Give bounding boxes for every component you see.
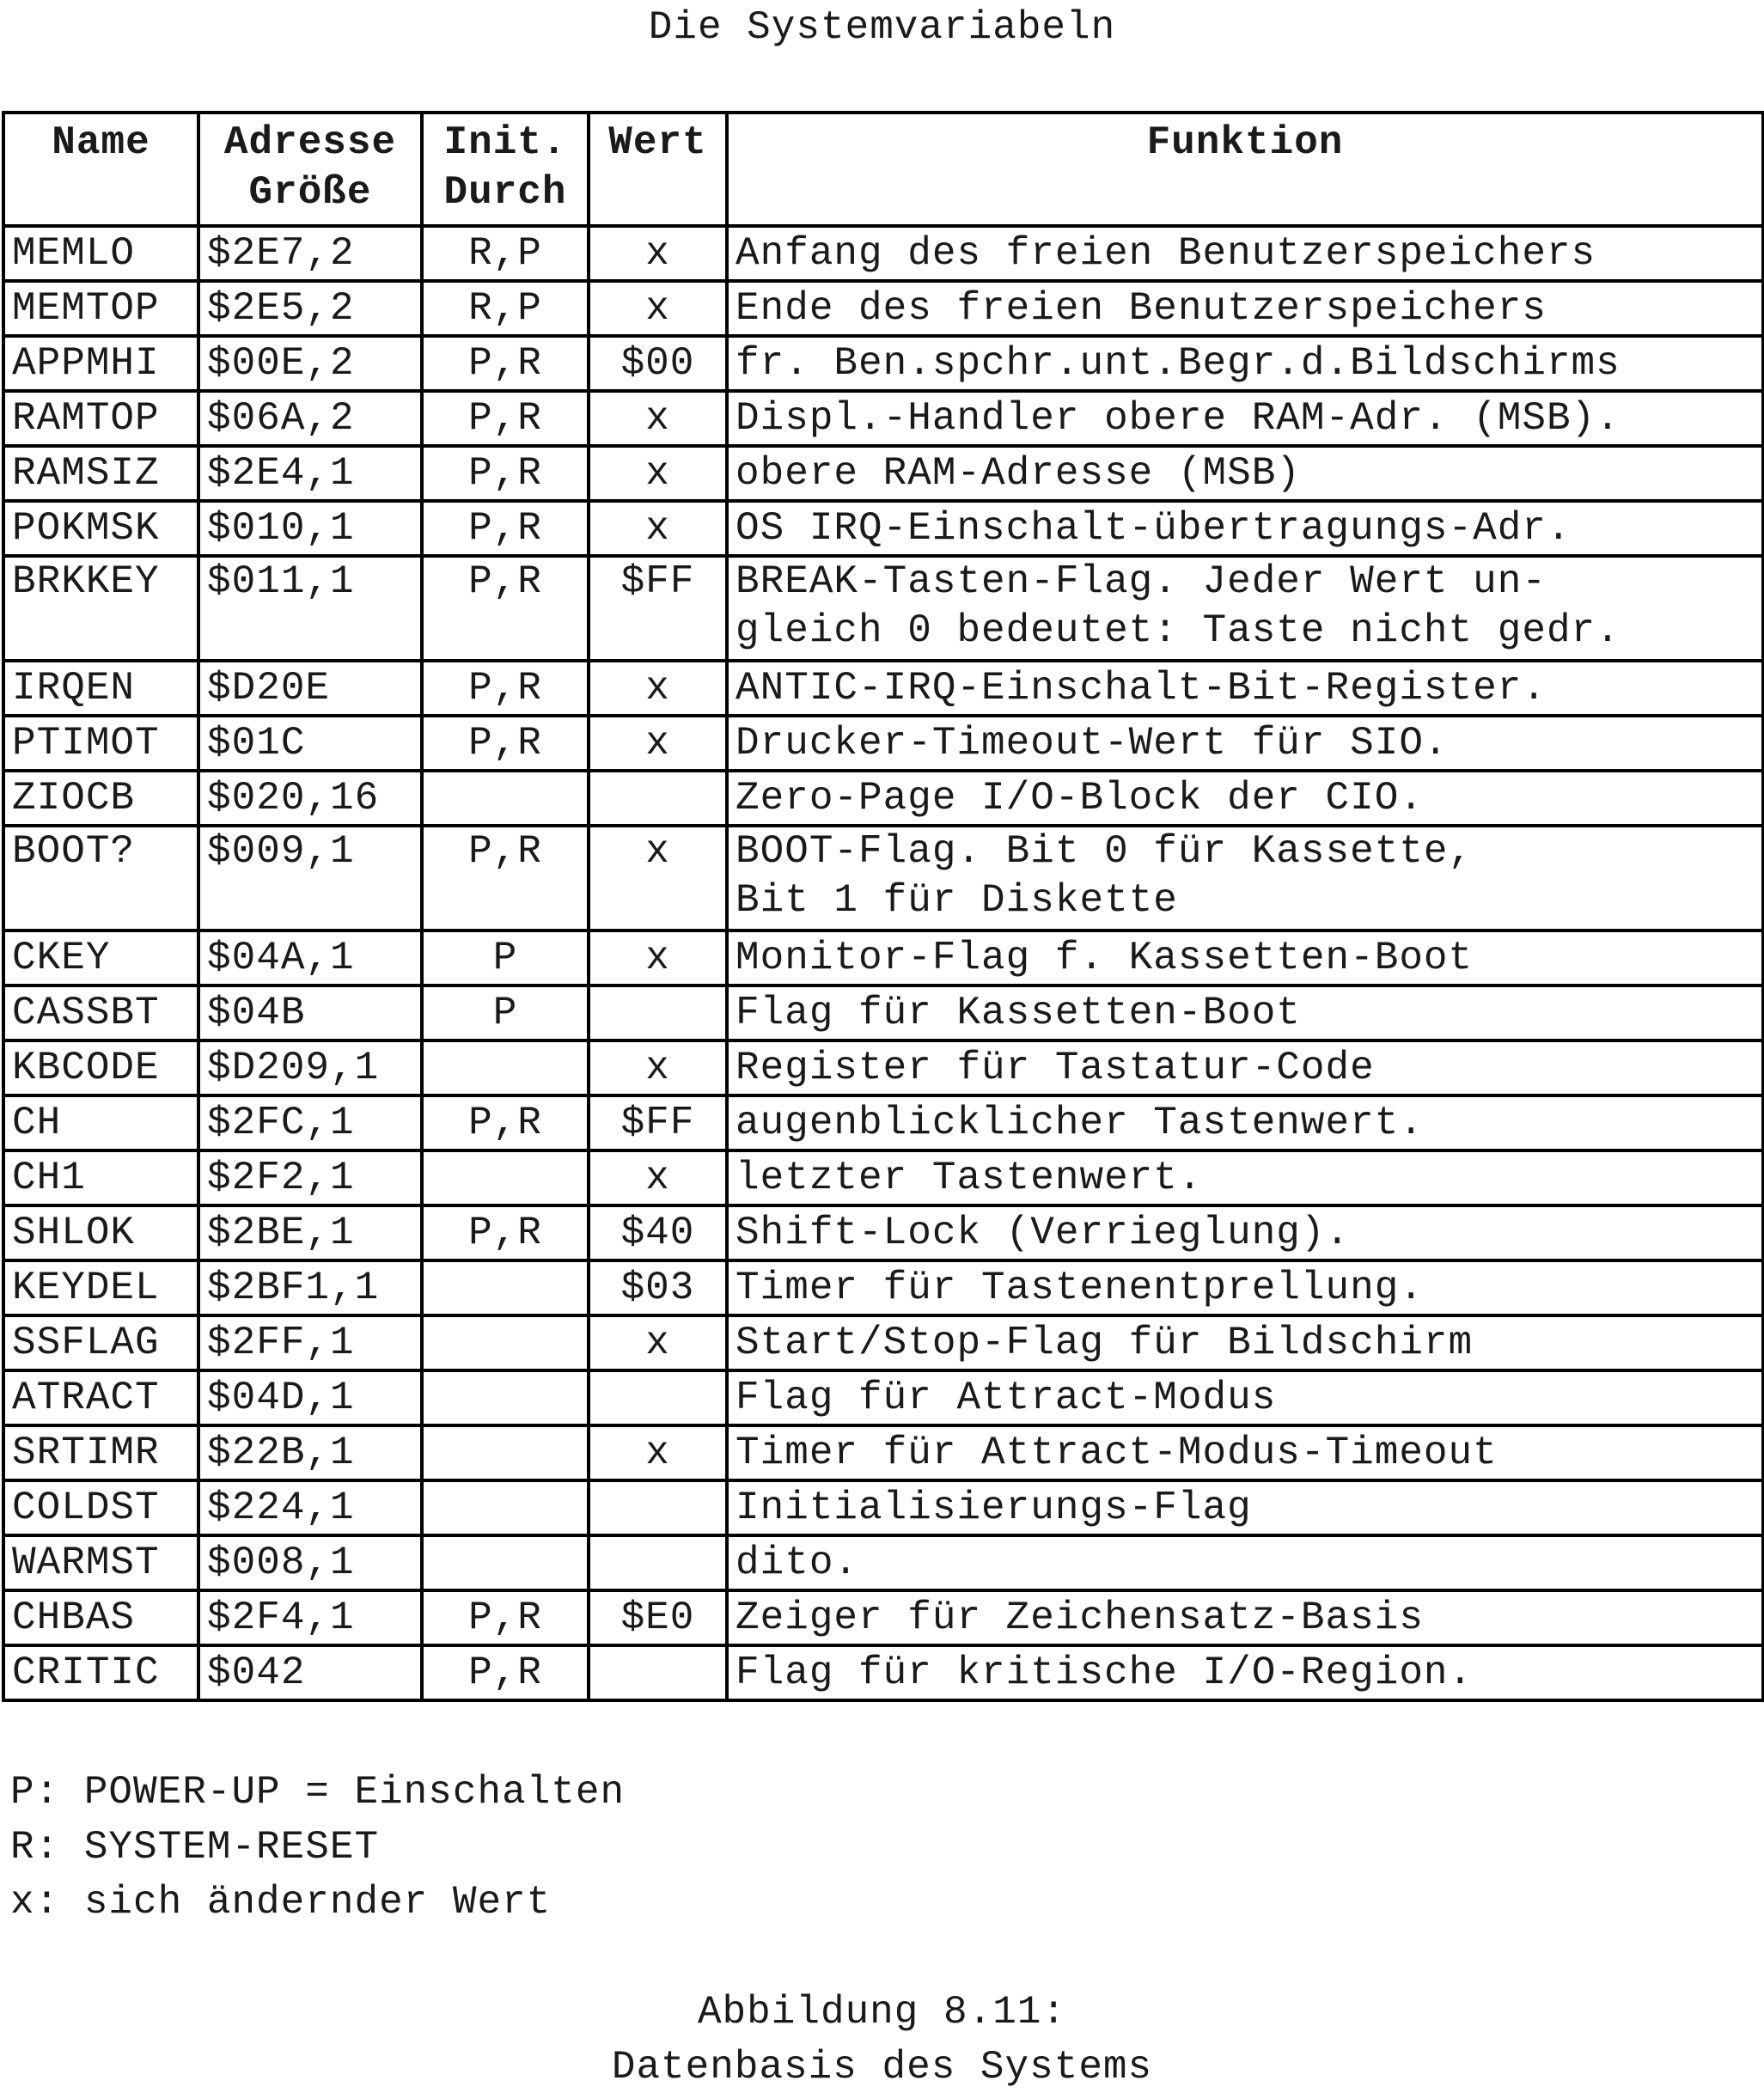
cell-wert [589,1645,727,1700]
table-row [3,446,1763,501]
cell-name: BRKKEY [3,556,198,661]
cell-funktion: Ende des freien Benutzerspeichers [727,281,1763,336]
cell-init: R,P [422,226,589,281]
cell-adresse: $011,1 [198,556,422,661]
legend-item-p: P: POWER-UP = Einschalten [10,1770,626,1815]
cell-adresse: $04B [198,985,422,1040]
table-row [3,391,1763,446]
cell-name: RAMSIZ [3,446,198,501]
cell-init [422,1370,589,1425]
cell-name: SHLOK [3,1205,198,1260]
table-row [3,931,1763,985]
cell-name: ZIOCB [3,771,198,826]
cell-funktion: Flag für Attract-Modus [727,1370,1763,1425]
cell-init [422,1480,589,1535]
cell-name: CH1 [3,1150,198,1205]
legend [10,1765,625,1930]
cell-init [422,1315,589,1370]
legend-item-r: R: SYSTEM-RESET [10,1825,380,1870]
cell-adresse: $010,1 [198,501,422,556]
cell-funktion: Shift-Lock (Verrieglung). [727,1205,1763,1260]
cell-funktion: obere RAM-Adresse (MSB) [727,446,1763,501]
cell-funktion: ANTIC-IRQ-Einschalt-Bit-Register. [727,661,1763,716]
cell-init: P,R [422,501,589,556]
table-row [3,336,1763,391]
cell-init [422,1150,589,1205]
cell-name: SRTIMR [3,1425,198,1480]
cell-funktion: Anfang des freien Benutzerspeichers [727,226,1763,281]
cell-funktion: dito. [727,1535,1763,1590]
cell-adresse: $2F4,1 [198,1590,422,1645]
cell-init: P,R [422,336,589,391]
cell-wert: x [589,826,727,931]
cell-wert: x [589,226,727,281]
table-row [3,1425,1763,1480]
cell-funktion: Drucker-Timeout-Wert für SIO. [727,716,1763,771]
cell-wert: $00 [589,336,727,391]
caption-figure-title: Datenbasis des Systems [611,2045,1153,2090]
cell-name: COLDST [3,1480,198,1535]
caption-figure-number: Abbildung 8.11: [697,1990,1067,2035]
cell-name: CASSBT [3,985,198,1040]
cell-init [422,1260,589,1315]
table-row [3,716,1763,771]
cell-funktion: Zeiger für Zeichensatz-Basis [727,1590,1763,1645]
cell-init [422,1040,589,1095]
cell-funktion: Timer für Tastenentprellung. [727,1260,1763,1315]
cell-adresse: $042 [198,1645,422,1700]
cell-init: P,R [422,1095,589,1150]
cell-wert [589,1370,727,1425]
cell-name: WARMST [3,1535,198,1590]
cell-name: CHBAS [3,1590,198,1645]
cell-init: P,R [422,661,589,716]
cell-adresse: $2BF1,1 [198,1260,422,1315]
cell-adresse: $2FC,1 [198,1095,422,1150]
cell-funktion: Start/Stop-Flag für Bildschirm [727,1315,1763,1370]
column-header-adresse: Adresse Größe [198,113,422,226]
cell-funktion: Zero-Page I/O-Block der CIO. [727,771,1763,826]
cell-wert [589,1535,727,1590]
table-row [3,1370,1763,1425]
table-row [3,1040,1763,1095]
legend-item-x: x: sich ändernder Wert [10,1880,552,1925]
cell-wert: $40 [589,1205,727,1260]
cell-wert: x [589,661,727,716]
cell-name: KEYDEL [3,1260,198,1315]
cell-funktion: Timer für Attract-Modus-Timeout [727,1425,1763,1480]
table-row [3,1590,1763,1645]
cell-name: KBCODE [3,1040,198,1095]
cell-adresse: $2BE,1 [198,1205,422,1260]
cell-adresse: $01C [198,716,422,771]
cell-wert [589,985,727,1040]
cell-funktion: Flag für kritische I/O-Region. [727,1645,1763,1700]
cell-wert [589,771,727,826]
cell-adresse: $224,1 [198,1480,422,1535]
table-row [3,1645,1763,1700]
cell-wert: $FF [589,556,727,661]
cell-name: MEMTOP [3,281,198,336]
cell-init: P [422,931,589,985]
cell-wert: x [589,501,727,556]
cell-name: CRITIC [3,1645,198,1700]
table-row [3,826,1763,931]
cell-adresse: $2E7,2 [198,226,422,281]
table-row [3,1535,1763,1590]
cell-init [422,1425,589,1480]
cell-adresse: $D209,1 [198,1040,422,1095]
page-title: Die Systemvariabeln [648,5,1116,50]
cell-init: R,P [422,281,589,336]
table-row [3,1260,1763,1315]
system-variables-table [2,111,1764,1702]
column-header-funktion: Funktion [727,113,1763,226]
cell-funktion: BOOT-Flag. Bit 0 für Kassette, Bit 1 für Diskette [727,826,1763,931]
cell-name: APPMHI [3,336,198,391]
cell-wert: x [589,1315,727,1370]
cell-init: P,R [422,1590,589,1645]
table-row [3,771,1763,826]
cell-funktion: Register für Tastatur-Code [727,1040,1763,1095]
table-row [3,1150,1763,1205]
cell-adresse: $020,16 [198,771,422,826]
cell-funktion: Displ.-Handler obere RAM-Adr. (MSB). [727,391,1763,446]
cell-wert: x [589,1150,727,1205]
table-row [3,556,1763,661]
cell-funktion: OS IRQ-Einschalt-übertragungs-Adr. [727,501,1763,556]
table-row [3,661,1763,716]
cell-adresse: $04A,1 [198,931,422,985]
cell-wert: $E0 [589,1590,727,1645]
cell-adresse: $04D,1 [198,1370,422,1425]
cell-init: P,R [422,391,589,446]
cell-init: P,R [422,556,589,661]
cell-wert: x [589,281,727,336]
table-row [3,1315,1763,1370]
cell-funktion: letzter Tastenwert. [727,1150,1763,1205]
table-header-row [3,113,1763,226]
column-header-init: Init. Durch [422,113,589,226]
column-header-wert: Wert [589,113,727,226]
cell-name: PTIMOT [3,716,198,771]
cell-funktion: Flag für Kassetten-Boot [727,985,1763,1040]
table-row [3,1480,1763,1535]
cell-adresse: $2FF,1 [198,1315,422,1370]
cell-wert: x [589,446,727,501]
cell-funktion: augenblicklicher Tastenwert. [727,1095,1763,1150]
cell-init: P [422,985,589,1040]
cell-init: P,R [422,1645,589,1700]
cell-adresse: $2E5,2 [198,281,422,336]
cell-wert: $03 [589,1260,727,1315]
cell-adresse: $2E4,1 [198,446,422,501]
cell-adresse: $06A,2 [198,391,422,446]
cell-funktion: BREAK-Tasten-Flag. Jeder Wert un- gleich 0 bedeutet: Taste nicht gedr. [727,556,1763,661]
cell-name: BOOT? [3,826,198,931]
cell-name: IRQEN [3,661,198,716]
cell-init: P,R [422,446,589,501]
cell-name: SSFLAG [3,1315,198,1370]
cell-wert [589,1480,727,1535]
table-row [3,226,1763,281]
table-row [3,985,1763,1040]
cell-wert: $FF [589,1095,727,1150]
cell-wert: x [589,391,727,446]
cell-init: P,R [422,1205,589,1260]
table-row [3,1095,1763,1150]
table-row [3,1205,1763,1260]
cell-name: CH [3,1095,198,1150]
cell-adresse: $008,1 [198,1535,422,1590]
table-row [3,281,1763,336]
figure-caption [0,1985,1764,2095]
cell-name: POKMSK [3,501,198,556]
cell-adresse: $009,1 [198,826,422,931]
cell-funktion: fr. Ben.spchr.unt.Begr.d.Bildschirms [727,336,1763,391]
cell-name: CKEY [3,931,198,985]
cell-adresse: $D20E [198,661,422,716]
cell-wert: x [589,1425,727,1480]
cell-funktion: Initialisierungs-Flag [727,1480,1763,1535]
column-header-name: Name [3,113,198,226]
cell-init [422,771,589,826]
cell-wert: x [589,716,727,771]
cell-adresse: $00E,2 [198,336,422,391]
cell-adresse: $22B,1 [198,1425,422,1480]
cell-funktion: Monitor-Flag f. Kassetten-Boot [727,931,1763,985]
table-row [3,501,1763,556]
cell-init: P,R [422,716,589,771]
cell-init: P,R [422,826,589,931]
cell-adresse: $2F2,1 [198,1150,422,1205]
table-body [3,226,1763,1700]
cell-name: ATRACT [3,1370,198,1425]
cell-name: MEMLO [3,226,198,281]
cell-name: RAMTOP [3,391,198,446]
cell-wert: x [589,931,727,985]
cell-wert: x [589,1040,727,1095]
cell-init [422,1535,589,1590]
